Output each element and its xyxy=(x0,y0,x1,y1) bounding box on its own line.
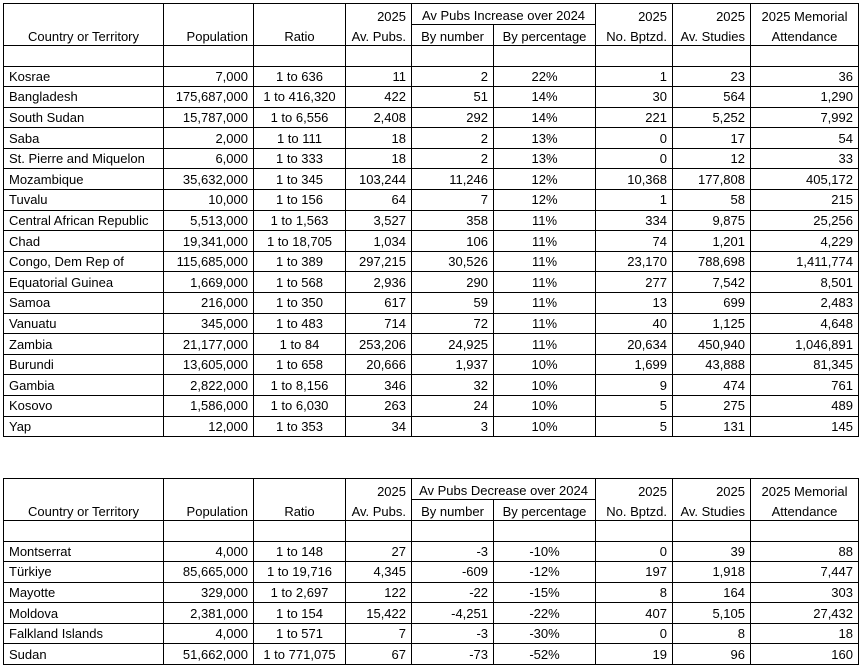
cell-bptzd: 30 xyxy=(596,87,673,108)
cell-country: Chad xyxy=(4,231,164,252)
cell-avpubs: 2,936 xyxy=(346,272,412,293)
cell-country: Vanuatu xyxy=(4,313,164,334)
cell-country: Equatorial Guinea xyxy=(4,272,164,293)
cell-ratio: 1 to 154 xyxy=(254,603,346,624)
cell-memorial: 4,648 xyxy=(751,313,859,334)
cell-bptzd: 197 xyxy=(596,562,673,583)
table-row xyxy=(4,148,859,169)
cell-bptzd: 0 xyxy=(596,128,673,149)
header-ratio: Ratio xyxy=(254,4,346,46)
table-row xyxy=(4,603,859,624)
cell-ratio: 1 to 345 xyxy=(254,169,346,190)
cell-population: 13,605,000 xyxy=(164,354,254,375)
cell-avpubs: 422 xyxy=(346,87,412,108)
table-row xyxy=(4,644,859,665)
cell-bptzd: 5 xyxy=(596,416,673,437)
decrease-table-body xyxy=(4,521,859,665)
cell-population: 35,632,000 xyxy=(164,169,254,190)
cell-bptzd: 0 xyxy=(596,148,673,169)
cell-country: Kosrae xyxy=(4,66,164,87)
cell-avpubs: 122 xyxy=(346,582,412,603)
header-studies-year: 2025 xyxy=(673,479,751,500)
cell-by-number: 2 xyxy=(412,128,494,149)
cell-country: Falkland Islands xyxy=(4,623,164,644)
cell-by-number: 24,925 xyxy=(412,334,494,355)
cell-country: Burundi xyxy=(4,354,164,375)
cell-memorial: 761 xyxy=(751,375,859,396)
cell-by-number: 7 xyxy=(412,190,494,211)
header-memorial-line2: Attendance xyxy=(751,25,859,46)
cell-ratio: 1 to 1,563 xyxy=(254,210,346,231)
cell-by-number: 3 xyxy=(412,416,494,437)
header-population: Population xyxy=(164,4,254,46)
cell-studies: 164 xyxy=(673,582,751,603)
cell-ratio: 1 to 19,716 xyxy=(254,562,346,583)
cell-memorial: 1,411,774 xyxy=(751,251,859,272)
cell-population: 4,000 xyxy=(164,541,254,562)
cell-country: Tuvalu xyxy=(4,190,164,211)
cell-by-percentage: 11% xyxy=(494,272,596,293)
cell-bptzd: 0 xyxy=(596,541,673,562)
cell-avpubs: 714 xyxy=(346,313,412,334)
cell-by-number: 24 xyxy=(412,396,494,417)
cell-ratio: 1 to 416,320 xyxy=(254,87,346,108)
cell-memorial: 27,432 xyxy=(751,603,859,624)
cell-country: Zambia xyxy=(4,334,164,355)
cell-studies: 9,875 xyxy=(673,210,751,231)
header-bptzd: No. Bptzd. xyxy=(596,500,673,521)
table-row xyxy=(4,128,859,149)
cell-bptzd: 23,170 xyxy=(596,251,673,272)
cell-avpubs: 34 xyxy=(346,416,412,437)
cell-studies: 275 xyxy=(673,396,751,417)
cell-population: 329,000 xyxy=(164,582,254,603)
cell-avpubs: 18 xyxy=(346,148,412,169)
header-by-percentage: By percentage xyxy=(494,25,596,46)
cell-by-percentage: -30% xyxy=(494,623,596,644)
cell-country: South Sudan xyxy=(4,107,164,128)
cell-ratio: 1 to 636 xyxy=(254,66,346,87)
cell-studies: 7,542 xyxy=(673,272,751,293)
cell-bptzd: 334 xyxy=(596,210,673,231)
cell-population: 345,000 xyxy=(164,313,254,334)
table-row xyxy=(4,623,859,644)
cell-memorial: 215 xyxy=(751,190,859,211)
cell-ratio: 1 to 2,697 xyxy=(254,582,346,603)
cell-bptzd: 221 xyxy=(596,107,673,128)
cell-studies: 1,201 xyxy=(673,231,751,252)
header-country: Country or Territory xyxy=(4,4,164,46)
cell-by-number: 51 xyxy=(412,87,494,108)
header-by-number: By number xyxy=(412,500,494,521)
header-by-percentage: By percentage xyxy=(494,500,596,521)
table-row xyxy=(4,396,859,417)
cell-population: 4,000 xyxy=(164,623,254,644)
cell-by-percentage: 14% xyxy=(494,87,596,108)
cell-by-percentage: 11% xyxy=(494,293,596,314)
cell-memorial: 303 xyxy=(751,582,859,603)
cell-bptzd: 13 xyxy=(596,293,673,314)
cell-studies: 23 xyxy=(673,66,751,87)
cell-avpubs: 64 xyxy=(346,190,412,211)
table-row xyxy=(4,541,859,562)
cell-by-number: -22 xyxy=(412,582,494,603)
cell-memorial: 25,256 xyxy=(751,210,859,231)
header-memorial-line1: 2025 Memorial xyxy=(751,479,859,500)
cell-bptzd: 9 xyxy=(596,375,673,396)
cell-studies: 5,105 xyxy=(673,603,751,624)
cell-population: 5,513,000 xyxy=(164,210,254,231)
cell-bptzd: 1 xyxy=(596,66,673,87)
cell-population: 21,177,000 xyxy=(164,334,254,355)
table-row xyxy=(4,313,859,334)
cell-by-number: 59 xyxy=(412,293,494,314)
cell-bptzd: 20,634 xyxy=(596,334,673,355)
cell-by-number: -3 xyxy=(412,541,494,562)
cell-memorial: 2,483 xyxy=(751,293,859,314)
spacer-row xyxy=(4,521,859,542)
cell-avpubs: 18 xyxy=(346,128,412,149)
cell-bptzd: 40 xyxy=(596,313,673,334)
cell-memorial: 160 xyxy=(751,644,859,665)
decrease-table xyxy=(3,478,859,665)
cell-memorial: 7,447 xyxy=(751,562,859,583)
cell-memorial: 145 xyxy=(751,416,859,437)
cell-population: 51,662,000 xyxy=(164,644,254,665)
cell-by-number: 32 xyxy=(412,375,494,396)
cell-bptzd: 8 xyxy=(596,582,673,603)
cell-population: 7,000 xyxy=(164,66,254,87)
cell-ratio: 1 to 6,556 xyxy=(254,107,346,128)
cell-ratio: 1 to 771,075 xyxy=(254,644,346,665)
cell-by-number: 290 xyxy=(412,272,494,293)
cell-population: 10,000 xyxy=(164,190,254,211)
table-row xyxy=(4,169,859,190)
cell-studies: 131 xyxy=(673,416,751,437)
cell-studies: 43,888 xyxy=(673,354,751,375)
increase-table-body xyxy=(4,46,859,437)
cell-memorial: 7,992 xyxy=(751,107,859,128)
cell-ratio: 1 to 18,705 xyxy=(254,231,346,252)
cell-by-number: 2 xyxy=(412,66,494,87)
table-row xyxy=(4,582,859,603)
header-population: Population xyxy=(164,479,254,521)
table-row xyxy=(4,375,859,396)
cell-bptzd: 10,368 xyxy=(596,169,673,190)
cell-studies: 5,252 xyxy=(673,107,751,128)
cell-country: Bangladesh xyxy=(4,87,164,108)
cell-avpubs: 20,666 xyxy=(346,354,412,375)
table-row xyxy=(4,231,859,252)
table-row xyxy=(4,562,859,583)
cell-ratio: 1 to 389 xyxy=(254,251,346,272)
cell-memorial: 18 xyxy=(751,623,859,644)
header-by-number: By number xyxy=(412,25,494,46)
cell-country: Kosovo xyxy=(4,396,164,417)
cell-by-percentage: 11% xyxy=(494,313,596,334)
cell-ratio: 1 to 333 xyxy=(254,148,346,169)
cell-country: St. Pierre and Miquelon xyxy=(4,148,164,169)
cell-country: Türkiye xyxy=(4,562,164,583)
cell-country: Mayotte xyxy=(4,582,164,603)
cell-studies: 39 xyxy=(673,541,751,562)
cell-by-percentage: 14% xyxy=(494,107,596,128)
header-bptzd-year: 2025 xyxy=(596,4,673,25)
cell-country: Sudan xyxy=(4,644,164,665)
table-row xyxy=(4,251,859,272)
cell-country: Yap xyxy=(4,416,164,437)
cell-by-percentage: 10% xyxy=(494,354,596,375)
cell-avpubs: 11 xyxy=(346,66,412,87)
cell-bptzd: 1 xyxy=(596,190,673,211)
cell-memorial: 4,229 xyxy=(751,231,859,252)
cell-ratio: 1 to 568 xyxy=(254,272,346,293)
header-decrease-group: Av Pubs Decrease over 2024 xyxy=(412,479,596,500)
cell-country: Congo, Dem Rep of xyxy=(4,251,164,272)
cell-country: Mozambique xyxy=(4,169,164,190)
cell-memorial: 1,290 xyxy=(751,87,859,108)
cell-by-number: 358 xyxy=(412,210,494,231)
header-avpubs-year: 2025 xyxy=(346,4,412,25)
cell-memorial: 8,501 xyxy=(751,272,859,293)
cell-studies: 474 xyxy=(673,375,751,396)
cell-by-number: 2 xyxy=(412,148,494,169)
cell-by-percentage: -12% xyxy=(494,562,596,583)
header-avpubs-year: 2025 xyxy=(346,479,412,500)
spacer-row xyxy=(4,46,859,67)
cell-ratio: 1 to 571 xyxy=(254,623,346,644)
cell-avpubs: 4,345 xyxy=(346,562,412,583)
cell-ratio: 1 to 350 xyxy=(254,293,346,314)
header-country: Country or Territory xyxy=(4,479,164,521)
cell-bptzd: 0 xyxy=(596,623,673,644)
cell-studies: 177,808 xyxy=(673,169,751,190)
cell-bptzd: 5 xyxy=(596,396,673,417)
cell-country: Central African Republic xyxy=(4,210,164,231)
cell-by-number: -73 xyxy=(412,644,494,665)
cell-population: 175,687,000 xyxy=(164,87,254,108)
header-avpubs: Av. Pubs. xyxy=(346,500,412,521)
cell-by-number: 106 xyxy=(412,231,494,252)
cell-studies: 450,940 xyxy=(673,334,751,355)
cell-ratio: 1 to 658 xyxy=(254,354,346,375)
cell-ratio: 1 to 84 xyxy=(254,334,346,355)
table-row xyxy=(4,354,859,375)
cell-population: 1,586,000 xyxy=(164,396,254,417)
cell-studies: 1,125 xyxy=(673,313,751,334)
cell-by-percentage: -15% xyxy=(494,582,596,603)
cell-by-percentage: 12% xyxy=(494,190,596,211)
cell-avpubs: 1,034 xyxy=(346,231,412,252)
cell-by-percentage: 10% xyxy=(494,375,596,396)
cell-country: Moldova xyxy=(4,603,164,624)
cell-by-percentage: 11% xyxy=(494,231,596,252)
cell-avpubs: 103,244 xyxy=(346,169,412,190)
cell-country: Montserrat xyxy=(4,541,164,562)
cell-bptzd: 407 xyxy=(596,603,673,624)
cell-memorial: 88 xyxy=(751,541,859,562)
cell-ratio: 1 to 111 xyxy=(254,128,346,149)
cell-by-number: 72 xyxy=(412,313,494,334)
header-studies: Av. Studies xyxy=(673,500,751,521)
header-ratio: Ratio xyxy=(254,479,346,521)
cell-avpubs: 263 xyxy=(346,396,412,417)
cell-population: 6,000 xyxy=(164,148,254,169)
cell-studies: 17 xyxy=(673,128,751,149)
cell-memorial: 54 xyxy=(751,128,859,149)
cell-studies: 12 xyxy=(673,148,751,169)
cell-memorial: 81,345 xyxy=(751,354,859,375)
header-bptzd: No. Bptzd. xyxy=(596,25,673,46)
cell-avpubs: 27 xyxy=(346,541,412,562)
header-studies: Av. Studies xyxy=(673,25,751,46)
cell-population: 85,665,000 xyxy=(164,562,254,583)
cell-by-percentage: 10% xyxy=(494,396,596,417)
cell-studies: 96 xyxy=(673,644,751,665)
cell-avpubs: 7 xyxy=(346,623,412,644)
cell-ratio: 1 to 156 xyxy=(254,190,346,211)
cell-by-number: 1,937 xyxy=(412,354,494,375)
cell-by-percentage: 11% xyxy=(494,210,596,231)
table-row xyxy=(4,334,859,355)
table-row xyxy=(4,190,859,211)
increase-table xyxy=(3,3,859,437)
cell-by-number: 11,246 xyxy=(412,169,494,190)
cell-population: 2,000 xyxy=(164,128,254,149)
table-row xyxy=(4,87,859,108)
header-memorial-line1: 2025 Memorial xyxy=(751,4,859,25)
cell-studies: 58 xyxy=(673,190,751,211)
header-bptzd-year: 2025 xyxy=(596,479,673,500)
cell-by-percentage: 22% xyxy=(494,66,596,87)
cell-population: 216,000 xyxy=(164,293,254,314)
table-row xyxy=(4,107,859,128)
cell-bptzd: 74 xyxy=(596,231,673,252)
cell-by-percentage: 13% xyxy=(494,148,596,169)
cell-studies: 788,698 xyxy=(673,251,751,272)
cell-by-number: -609 xyxy=(412,562,494,583)
cell-by-percentage: 11% xyxy=(494,334,596,355)
cell-avpubs: 617 xyxy=(346,293,412,314)
header-memorial-line2: Attendance xyxy=(751,500,859,521)
cell-ratio: 1 to 483 xyxy=(254,313,346,334)
cell-bptzd: 19 xyxy=(596,644,673,665)
cell-studies: 699 xyxy=(673,293,751,314)
cell-country: Gambia xyxy=(4,375,164,396)
cell-avpubs: 2,408 xyxy=(346,107,412,128)
cell-ratio: 1 to 8,156 xyxy=(254,375,346,396)
cell-population: 1,669,000 xyxy=(164,272,254,293)
table-row xyxy=(4,66,859,87)
header-increase-group: Av Pubs Increase over 2024 xyxy=(412,4,596,25)
header-studies-year: 2025 xyxy=(673,4,751,25)
cell-country: Samoa xyxy=(4,293,164,314)
table-row xyxy=(4,293,859,314)
cell-by-percentage: -52% xyxy=(494,644,596,665)
table-row xyxy=(4,416,859,437)
cell-memorial: 33 xyxy=(751,148,859,169)
cell-ratio: 1 to 353 xyxy=(254,416,346,437)
cell-population: 12,000 xyxy=(164,416,254,437)
cell-by-number: -4,251 xyxy=(412,603,494,624)
cell-by-percentage: 10% xyxy=(494,416,596,437)
cell-avpubs: 67 xyxy=(346,644,412,665)
cell-population: 15,787,000 xyxy=(164,107,254,128)
cell-avpubs: 346 xyxy=(346,375,412,396)
cell-bptzd: 277 xyxy=(596,272,673,293)
cell-by-percentage: 11% xyxy=(494,251,596,272)
cell-by-number: 292 xyxy=(412,107,494,128)
cell-memorial: 405,172 xyxy=(751,169,859,190)
header-avpubs: Av. Pubs. xyxy=(346,25,412,46)
cell-population: 19,341,000 xyxy=(164,231,254,252)
cell-avpubs: 297,215 xyxy=(346,251,412,272)
cell-studies: 8 xyxy=(673,623,751,644)
cell-by-percentage: -10% xyxy=(494,541,596,562)
cell-population: 115,685,000 xyxy=(164,251,254,272)
cell-population: 2,822,000 xyxy=(164,375,254,396)
cell-country: Saba xyxy=(4,128,164,149)
cell-studies: 1,918 xyxy=(673,562,751,583)
cell-bptzd: 1,699 xyxy=(596,354,673,375)
cell-avpubs: 3,527 xyxy=(346,210,412,231)
cell-memorial: 1,046,891 xyxy=(751,334,859,355)
cell-by-number: 30,526 xyxy=(412,251,494,272)
cell-by-percentage: -22% xyxy=(494,603,596,624)
cell-by-number: -3 xyxy=(412,623,494,644)
cell-memorial: 489 xyxy=(751,396,859,417)
cell-population: 2,381,000 xyxy=(164,603,254,624)
table-row xyxy=(4,272,859,293)
cell-avpubs: 15,422 xyxy=(346,603,412,624)
cell-avpubs: 253,206 xyxy=(346,334,412,355)
cell-studies: 564 xyxy=(673,87,751,108)
cell-by-percentage: 12% xyxy=(494,169,596,190)
cell-by-percentage: 13% xyxy=(494,128,596,149)
cell-memorial: 36 xyxy=(751,66,859,87)
cell-ratio: 1 to 148 xyxy=(254,541,346,562)
table-row xyxy=(4,210,859,231)
cell-ratio: 1 to 6,030 xyxy=(254,396,346,417)
